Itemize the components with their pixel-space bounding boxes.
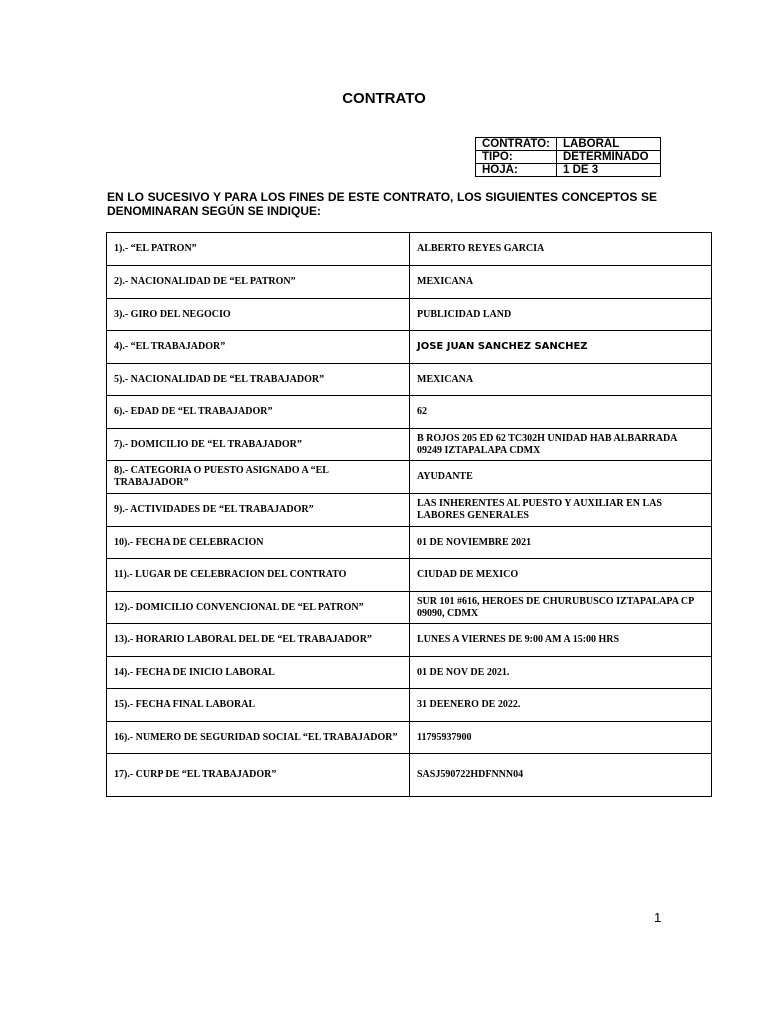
row-value: JOSE JUAN SANCHEZ SANCHEZ: [410, 331, 712, 364]
row-label: 2).- NACIONALIDAD DE “EL PATRON”: [107, 266, 410, 299]
row-value: MEXICANA: [410, 266, 712, 299]
row-value: LUNES A VIERNES DE 9:00 AM A 15:00 HRS: [410, 624, 712, 657]
page-title: CONTRATO: [342, 90, 426, 107]
meta-key: CONTRATO:: [476, 138, 557, 151]
row-label: 10).- FECHA DE CELEBRACION: [107, 527, 410, 559]
table-row: [107, 299, 712, 331]
row-value: 01 DE NOV DE 2021.: [410, 657, 712, 689]
table-row: [107, 331, 712, 364]
meta-row: [476, 164, 661, 177]
table-row: [107, 527, 712, 559]
row-label: 7).- DOMICILIO DE “EL TRABAJADOR”: [107, 429, 410, 461]
meta-value: LABORAL: [557, 138, 661, 151]
table-row: [107, 754, 712, 797]
row-value: ALBERTO REYES GARCIA: [410, 233, 712, 266]
meta-value: 1 DE 3: [557, 164, 661, 177]
table-row: [107, 559, 712, 592]
row-value: 11795937900: [410, 722, 712, 754]
table-row: [107, 396, 712, 429]
row-label: 16).- NUMERO DE SEGURIDAD SOCIAL “EL TRABAJADOR”: [107, 722, 410, 754]
table-row: [107, 624, 712, 657]
table-row: [107, 364, 712, 396]
row-value: AYUDANTE: [410, 461, 712, 494]
row-label: 8).- CATEGORIA O PUESTO ASIGNADO A “EL TRABAJADOR”: [107, 461, 410, 494]
table-row: [107, 592, 712, 624]
row-label: 5).- NACIONALIDAD DE “EL TRABAJADOR”: [107, 364, 410, 396]
row-label: 6).- EDAD DE “EL TRABAJADOR”: [107, 396, 410, 429]
row-label: 1).- “EL PATRON”: [107, 233, 410, 266]
table-row: [107, 266, 712, 299]
row-value: LAS INHERENTES AL PUESTO Y AUXILIAR EN LAS LABORES GENERALES: [410, 494, 712, 527]
table-row: [107, 494, 712, 527]
row-value: SASJ590722HDFNNN04: [410, 754, 712, 797]
row-label: 4).- “EL TRABAJADOR”: [107, 331, 410, 364]
row-value: 62: [410, 396, 712, 429]
table-row: [107, 461, 712, 494]
row-label: 11).- LUGAR DE CELEBRACION DEL CONTRATO: [107, 559, 410, 592]
meta-key: HOJA:: [476, 164, 557, 177]
meta-key: TIPO:: [476, 151, 557, 164]
contract-terms-table: [106, 232, 712, 797]
row-label: 13).- HORARIO LABORAL DEL DE “EL TRABAJADOR”: [107, 624, 410, 657]
table-row: [107, 233, 712, 266]
row-label: 3).- GIRO DEL NEGOCIO: [107, 299, 410, 331]
meta-value: DETERMINADO: [557, 151, 661, 164]
table-row: [107, 722, 712, 754]
row-value: 01 DE NOVIEMBRE 2021: [410, 527, 712, 559]
table-row: [107, 429, 712, 461]
page-number: 1: [654, 910, 662, 925]
row-label: 17).- CURP DE “EL TRABAJADOR”: [107, 754, 410, 797]
row-value: B ROJOS 205 ED 62 TC302H UNIDAD HAB ALBARRADA 09249 IZTAPALAPA CDMX: [410, 429, 712, 461]
table-row: [107, 689, 712, 722]
row-value: MEXICANA: [410, 364, 712, 396]
row-label: 14).- FECHA DE INICIO LABORAL: [107, 657, 410, 689]
row-label: 15).- FECHA FINAL LABORAL: [107, 689, 410, 722]
row-value: 31 DEENERO DE 2022.: [410, 689, 712, 722]
row-value: CIUDAD DE MEXICO: [410, 559, 712, 592]
meta-row: [476, 138, 661, 151]
table-row: [107, 657, 712, 689]
meta-row: [476, 151, 661, 164]
row-label: 9).- ACTIVIDADES DE “EL TRABAJADOR”: [107, 494, 410, 527]
row-value: SUR 101 #616, HEROES DE CHURUBUSCO IZTAPALAPA CP 09090, CDMX: [410, 592, 712, 624]
contract-meta-table: [475, 137, 661, 177]
row-value: PUBLICIDAD LAND: [410, 299, 712, 331]
intro-paragraph: EN LO SUCESIVO Y PARA LOS FINES DE ESTE CONTRATO, LOS SIGUIENTES CONCEPTOS SE DENOMINARAN SEGÚN SE INDIQUE:: [107, 190, 657, 218]
row-label: 12).- DOMICILIO CONVENCIONAL DE “EL PATRON”: [107, 592, 410, 624]
